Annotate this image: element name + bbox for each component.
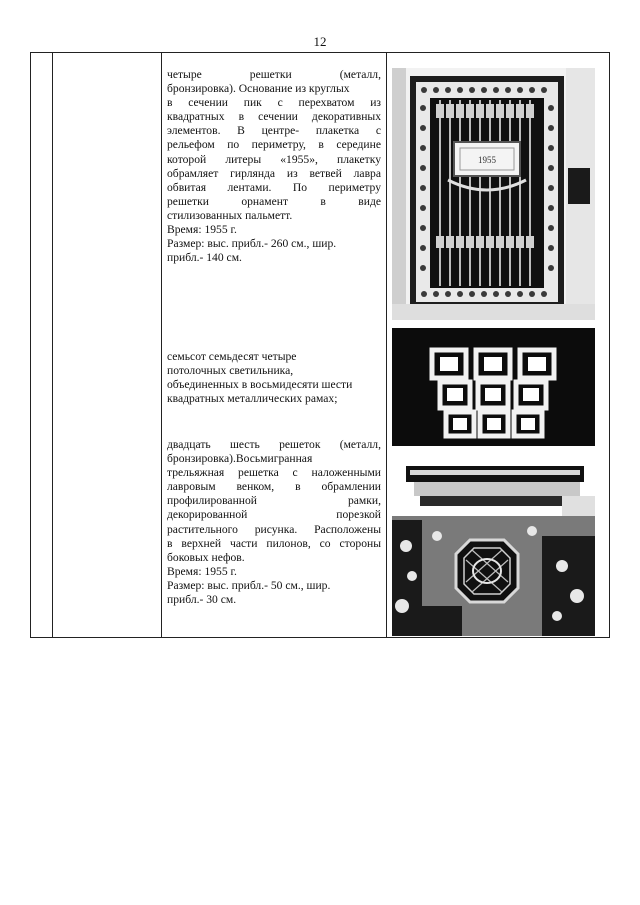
entry-1-line: элементов. В центре- плакетка с [167, 124, 381, 138]
entry-1-line: квадратных в сечении декоративных [167, 110, 381, 124]
entry-1-line: прибл.- 140 см. [167, 251, 242, 265]
entry-2-line: квадратных металлических рамах; [167, 392, 338, 406]
page-number: 12 [313, 34, 327, 49]
grille-image [392, 68, 595, 320]
entry-2-line: объединенных в восьмидесяти шести [167, 378, 353, 392]
entry-3-line: Размер: выс. прибл.- 50 см., шир. [167, 578, 331, 592]
ceiling-lamps-image [392, 328, 595, 446]
entry-3-line: в верхней части пилонов, со стороны [167, 536, 381, 550]
entry-3-description [167, 438, 381, 607]
octagonal-grille-photo [392, 456, 595, 636]
entry-3-line: растительного рисунка. Расположены [167, 522, 381, 536]
entry-3-line: боковых нефов. [167, 550, 245, 564]
entry-1-line: обрамляет гирлянда из ветвей лавра [167, 166, 381, 180]
entry-3-line: профилированной рамки, [167, 494, 381, 508]
entry-1-line: решетки орнамент в виде [167, 194, 381, 208]
ceiling-lamps-photo [392, 328, 595, 446]
table-column-divider-2 [161, 52, 162, 638]
entry-3-line: прибл.- 30 см. [167, 593, 237, 607]
table-border-top [30, 52, 610, 53]
table-column-divider-3 [386, 52, 387, 638]
entry-3-line: Время: 1955 г. [167, 564, 237, 578]
grille-plaque-text: 1955 [478, 155, 496, 165]
entry-2-line: семьсот семьдесят четыре [167, 350, 297, 363]
entry-2-description [167, 350, 381, 406]
entry-1-line: бронзировка). Основание из круглых [167, 82, 350, 96]
table-border-left [30, 52, 31, 638]
entry-1-line: стилизованных пальметт. [167, 208, 293, 222]
entry-1-line: четыре решетки (металл, [167, 68, 381, 81]
entry-1-line: которой литеры «1955», плакетку [167, 152, 381, 166]
table-column-divider-1 [52, 52, 53, 638]
entry-3-line: бронзировка).Восьмигранная [167, 452, 313, 466]
entry-1-line: Размер: выс. прибл.- 260 см., шир. [167, 237, 337, 251]
entry-3-line: двадцать шесть решеток (металл, [167, 438, 381, 451]
entry-1-line: Время: 1955 г. [167, 223, 237, 237]
entry-1-description [167, 68, 381, 265]
octagonal-grille-image [392, 456, 595, 636]
table-border-right [609, 52, 610, 638]
entry-3-line: лавровым венком, в обрамлении [167, 480, 381, 494]
entry-3-line: трельяжная решетка с наложенными [167, 466, 381, 480]
grille-photo [392, 68, 595, 320]
entry-1-line: рельефом по периметру, в середине [167, 138, 381, 152]
entry-1-line: в сечении пик с перехватом из [167, 96, 381, 110]
table-border-bottom [30, 637, 610, 638]
entry-1-line: обвитая лентами. По периметру [167, 180, 381, 194]
entry-3-line: декорированной порезкой [167, 508, 381, 522]
entry-2-line: потолочных светильника, [167, 364, 294, 378]
